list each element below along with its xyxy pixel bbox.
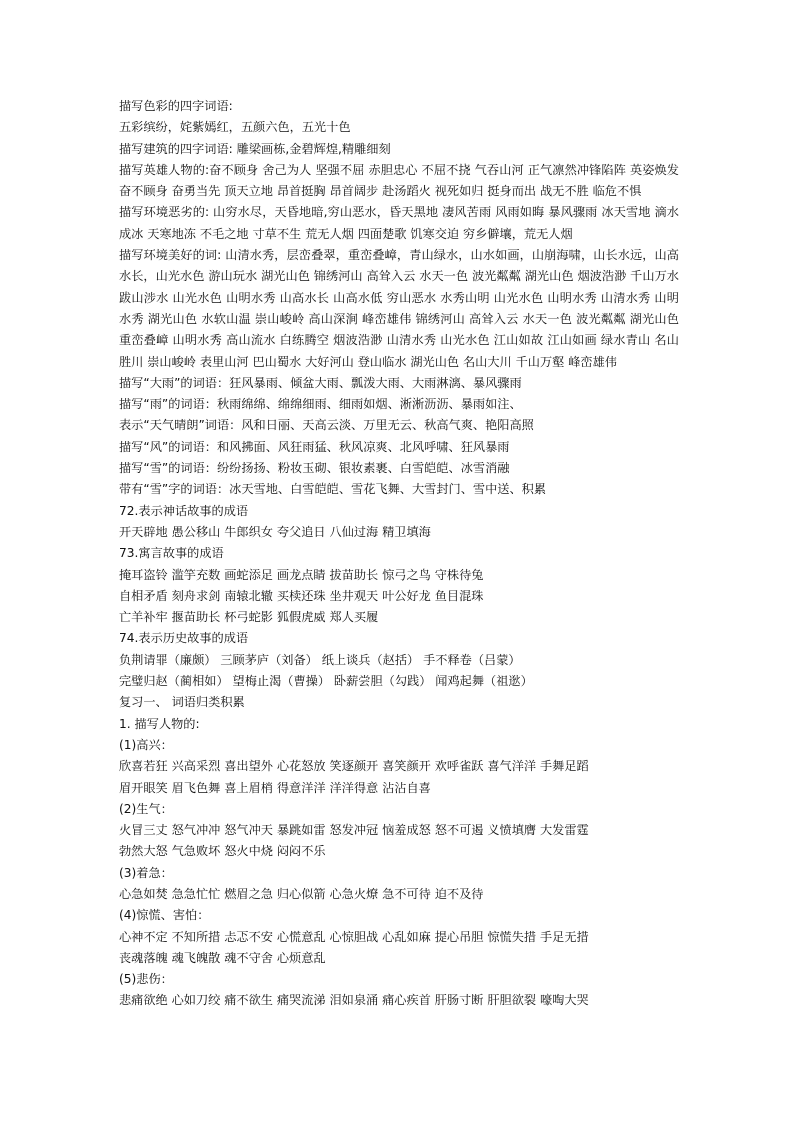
section-heading: 72.表示神话故事的成语 [119, 503, 249, 518]
document-body [119, 96, 679, 1012]
text-line: 心神不定 不知所措 忐忑不安 心慌意乱 心惊胆战 心乱如麻 提心吊胆 惊慌失措 手足无措 [119, 929, 589, 944]
text-line: 完璧归赵（蔺相如） 望梅止渴（曹操） 卧薪尝胆（勾践） 闻鸡起舞（祖逖） [119, 674, 533, 689]
subsection-heading: (2)生气： [119, 801, 173, 816]
text-line: 负荆请罪（廉颇） 三顾茅庐（刘备） 纸上谈兵（赵括） 手不释卷（吕蒙） [119, 652, 521, 667]
text-line: 描写建筑的四字词语: 雕梁画栋,金碧辉煌,精雕细刻 [119, 141, 391, 156]
text-line: 悲痛欲绝 心如刀绞 痛不欲生 痛哭流涕 泪如泉涌 痛心疾首 肝肠寸断 肝胆欲裂 嚎啕大哭 [119, 993, 589, 1008]
text-line: 描写“大雨”的词语：狂风暴雨、倾盆大雨、瓢泼大雨、大雨淋漓、暴风骤雨 [119, 375, 522, 390]
text-line: 眉开眼笑 眉飞色舞 喜上眉梢 得意洋洋 洋洋得意 沾沾自喜 [119, 780, 431, 795]
text-line: 火冒三丈 怒气冲冲 怒气冲天 暴跳如雷 怒发冲冠 恼羞成怒 怒不可遏 义愤填膺 大发雷霆 [119, 823, 589, 838]
subsection-heading: (1)高兴： [119, 737, 173, 752]
text-line: 心急如焚 急急忙忙 燃眉之急 归心似箭 心急火燎 急不可待 迫不及待 [119, 886, 484, 901]
text-line: 掩耳盗铃 滥竽充数 画蛇添足 画龙点睛 拔苗助长 惊弓之鸟 守株待兔 [119, 567, 484, 582]
text-line: 描写“雨”的词语：秋雨绵绵、绵绵细雨、细雨如烟、淅淅沥沥、暴雨如注、 [119, 397, 522, 412]
text-line: 自相矛盾 刻舟求剑 南辕北辙 买椟还珠 坐井观天 叶公好龙 鱼目混珠 [119, 588, 484, 603]
section-heading: 73.寓言故事的成语 [119, 546, 224, 561]
text-line: 亡羊补牢 揠苗助长 杯弓蛇影 狐假虎威 郑人买履 [119, 610, 379, 625]
subsection-heading: (3)着急： [119, 865, 173, 880]
text-line: 带有“雪”字的词语：冰天雪地、白雪皑皑、雪花飞舞、大雪封门、雪中送、积累 [119, 482, 547, 497]
text-line: 描写环境美好的词: 山清水秀，层峦叠翠，重峦叠嶂，青山绿水，山水如画，山崩海啸，山长水远，山高水长，山光水色 游山玩水 湖光山色 锦绣河山 高耸入云 水天一色 波光粼粼 湖光山色 烟波浩渺 千山万水 跋山涉水 山光水色 山明水秀 山高水长 山高水低 穷山恶水 水秀山明 山光水色 山明水秀 山清水秀 山明水秀 湖光山色 水软山温 崇山峻岭 高山深涧 峰峦雄伟 锦绣河山 高耸入云 水天一色 波光粼粼 湖光山色 重峦叠嶂 山明水秀 高山流水 白练腾空 烟波浩渺 山清水秀 山光水色 江山如故 江山如画 绿水青山 名山胜川 崇山峻岭 表里山河 巴山蜀水 大好河山 登山临水 湖光山色 名山大川 千山万壑 峰峦雄伟 [119, 248, 679, 369]
text-line: 欣喜若狂 兴高采烈 喜出望外 心花怒放 笑逐颜开 喜笑颜开 欢呼雀跃 喜气洋洋 手舞足蹈 [119, 759, 589, 774]
text-line: 开天辟地 愚公移山 牛郎织女 夸父追日 八仙过海 精卫填海 [119, 524, 431, 539]
text-line: 描写“雪”的词语：纷纷扬扬、粉妆玉砌、银妆素裹、白雪皑皑、冰雪消融 [119, 461, 510, 476]
text-line: 描写“风”的词语：和风拂面、风狂雨猛、秋风凉爽、北风呼啸、狂风暴雨 [119, 439, 510, 454]
subsection-heading: (5)悲伤： [119, 972, 173, 987]
text-line: 表示“天气晴朗”词语：风和日丽、天高云淡、万里无云、秋高气爽、艳阳高照 [119, 418, 534, 433]
text-line: 五彩缤纷，姹紫嫣红，五颜六色，五光十色 [119, 120, 351, 135]
section-heading: 1. 描写人物的: [119, 716, 200, 731]
text-line: 描写英雄人物的:奋不顾身 舍己为人 坚强不屈 赤胆忠心 不屈不挠 气吞山河 正气凛然冲锋陷阵 英姿焕发 奋不顾身 奋勇当先 顶天立地 昂首挺胸 昂首阔步 赴汤蹈火 视死如归 挺身而出 战无不胜 临危不惧 [119, 162, 679, 199]
subsection-heading: (4)惊慌、害怕： [119, 908, 210, 923]
text-line: 描写色彩的四字词语: [119, 99, 233, 113]
text-line: 描写环境恶劣的: 山穷水尽，天昏地暗,穷山恶水，昏天黑地 凄风苦雨 风雨如晦 暴风骤雨 冰天雪地 滴水成冰 天寒地冻 不毛之地 寸草不生 荒无人烟 四面楚歌 饥寒交迫 穷乡僻壤，荒无人烟 [119, 205, 679, 241]
text-line: 勃然大怒 气急败坏 怒火中烧 闷闷不乐 [119, 844, 326, 859]
section-heading: 74.表示历史故事的成语 [119, 631, 249, 646]
text-line: 丧魂落魄 魂飞魄散 魂不守舍 心烦意乱 [119, 950, 326, 965]
section-heading: 复习一、 词语归类积累 [119, 695, 245, 710]
